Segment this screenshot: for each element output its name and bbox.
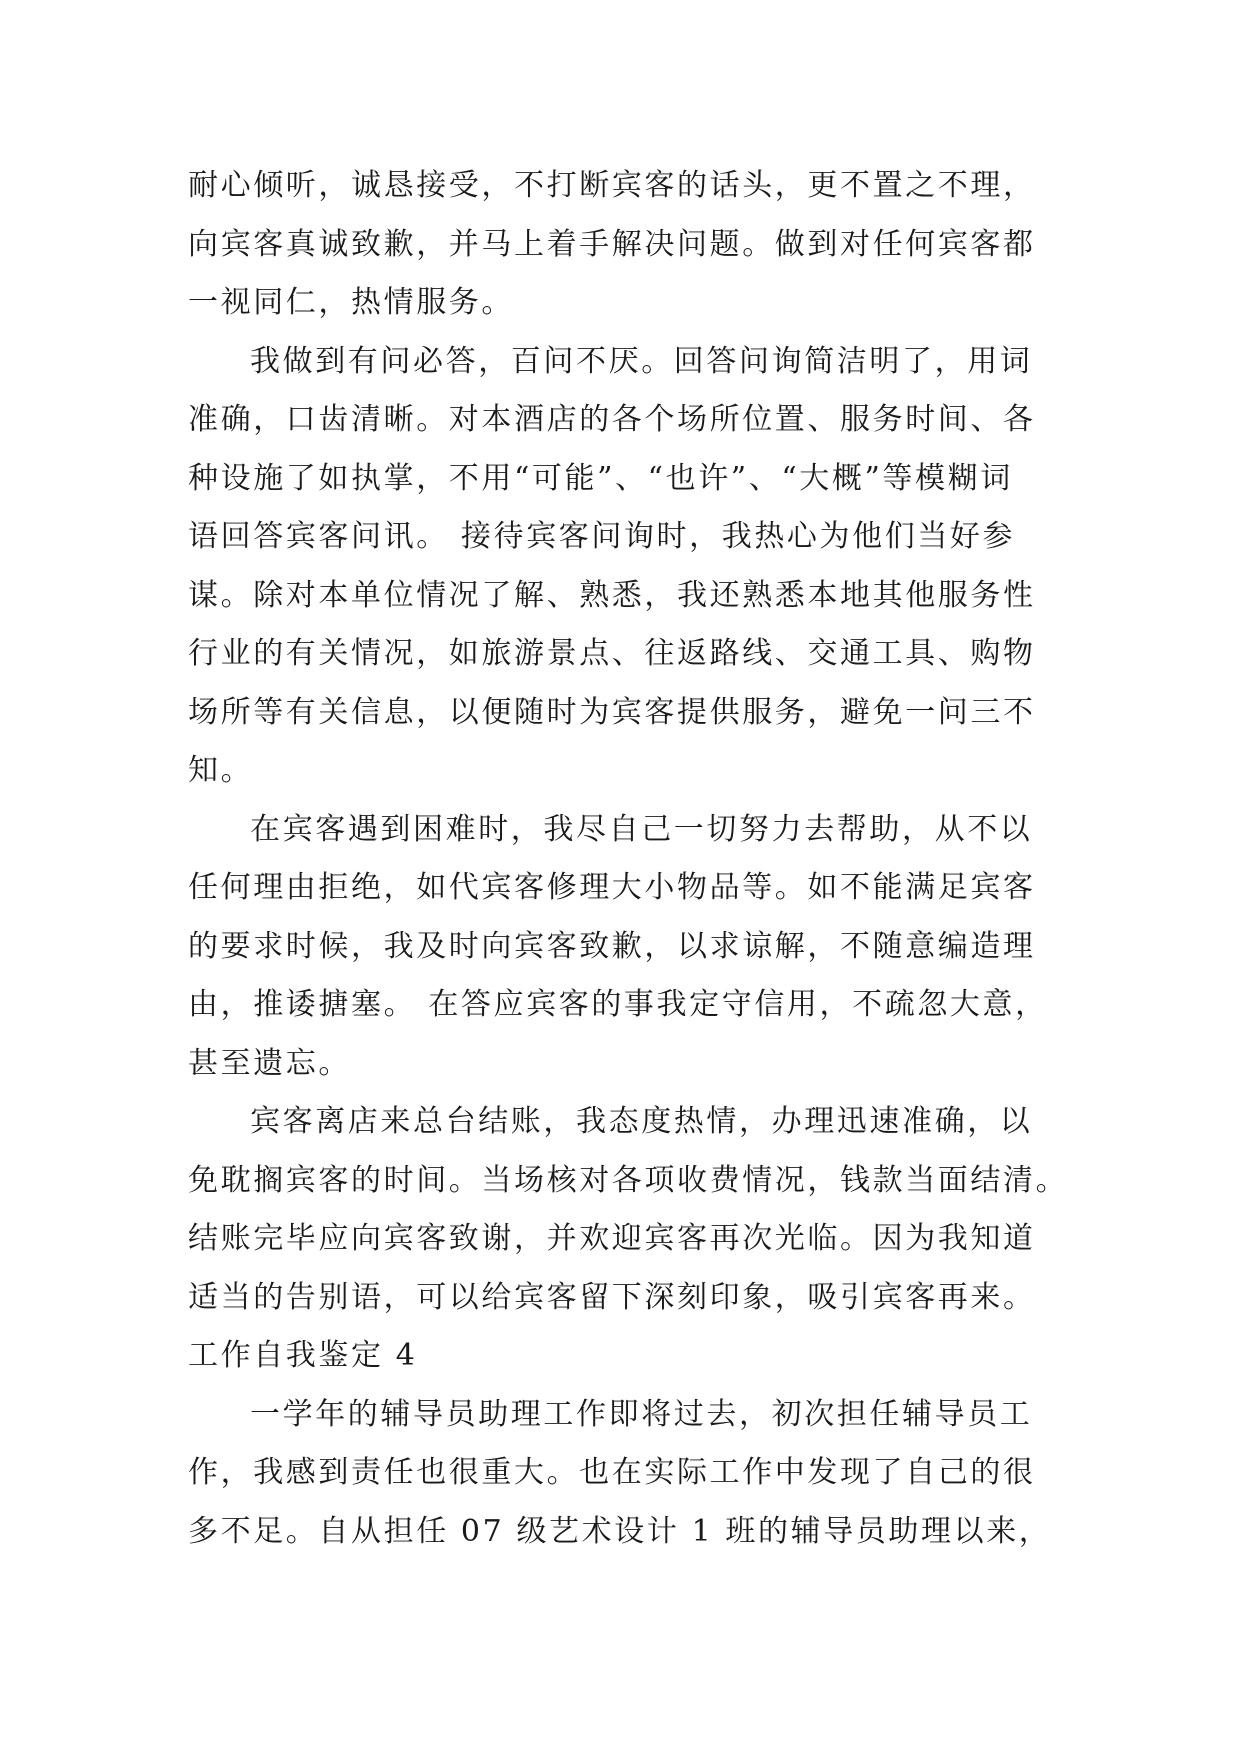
text-line: 作，我感到责任也很重大。也在实际工作中发现了自己的很 — [188, 1455, 1036, 1490]
paragraph — [188, 333, 1063, 801]
text-line: 的要求时候，我及时向宾客致歉，以求谅解，不随意编造理 — [188, 928, 1036, 964]
document-body — [188, 157, 1069, 1561]
text-line: 行业的有关情况，如旅游景点、往返路线、交通工具、购物 — [188, 636, 1036, 671]
text-line: 在宾客遇到困难时，我尽自己一切努力去帮助，从不以 — [250, 811, 1033, 847]
paragraph — [188, 157, 1063, 333]
text-line: 宾客离店来总台结账，我态度热情，办理迅速准确，以 — [250, 1104, 1033, 1139]
text-line: 任何理由拒绝，如代宾客修理大小物品等。如不能满足宾客 — [188, 870, 1036, 905]
text-line: 知。 — [188, 753, 254, 788]
paragraph — [188, 1327, 1063, 1386]
text-line: 免耽搁宾客的时间。当场核对各项收费情况，钱款当面结清。 — [188, 1162, 1069, 1198]
text-line: 场所等有关信息，以便随时为宾客提供服务，避免一问三不 — [188, 694, 1036, 730]
text-line: 谋。除对本单位情况了解、熟悉，我还熟悉本地其他服务性 — [188, 577, 1036, 613]
paragraph — [188, 801, 1063, 1094]
text-line: 一学年的辅导员助理工作即将过去，初次担任辅导员工 — [250, 1396, 1033, 1432]
text-line: 种设施了如执掌，不用“可能”、“也许”、“大概”等模糊词 — [188, 460, 1013, 496]
paragraph — [188, 1386, 1063, 1562]
text-line: 准确，口齿清晰。对本酒店的各个场所位置、服务时间、各 — [188, 402, 1036, 437]
text-line: 适当的告别语，可以给宾客留下深刻印象，吸引宾客再来。 — [188, 1279, 1036, 1315]
text-line: 我做到有问必答，百问不厌。回答问询简洁明了，用词 — [250, 343, 1033, 379]
text-line: 语回答宾客问讯。 接待宾客问询时，我热心为他们当好参 — [188, 519, 1016, 554]
text-line: 多不足。自从担任 07 级艺术设计 1 班的辅导员助理以来， — [188, 1513, 1052, 1549]
paragraph — [188, 1093, 1069, 1327]
text-line: 结账完毕应向宾客致谢，并欢迎宾客再次光临。因为我知道 — [188, 1221, 1036, 1256]
text-line: 耐心倾听，诚恳接受，不打断宾客的话头，更不置之不理， — [188, 168, 1036, 203]
text-line: 甚至遗忘。 — [188, 1045, 351, 1081]
text-line: 向宾客真诚致歉，并马上着手解决问题。做到对任何宾客都 — [188, 226, 1036, 262]
text-line: 由，推诿搪塞。 在答应宾客的事我定守信用，不疏忽大意， — [188, 987, 1048, 1022]
text-line: 一视同仁，热情服务。 — [188, 285, 514, 320]
text-line: 工作自我鉴定 4 — [188, 1338, 418, 1373]
